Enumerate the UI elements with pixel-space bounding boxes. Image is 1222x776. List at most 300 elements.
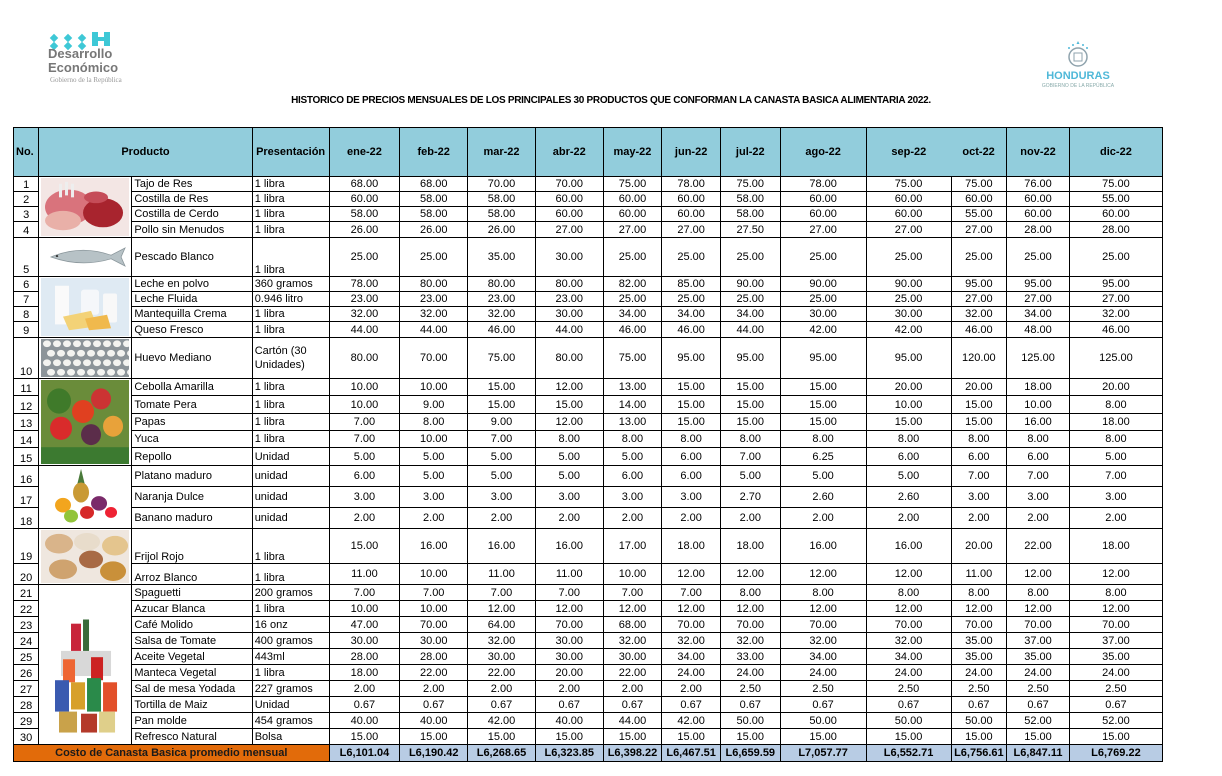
price-cell: 16.00 xyxy=(866,529,951,564)
price-cell: 15.00 xyxy=(780,414,866,431)
price-cell: 64.00 xyxy=(468,617,536,633)
price-cell: 2.00 xyxy=(1069,508,1162,529)
row-number: 14 xyxy=(14,431,39,448)
logo-name-line2: Económico xyxy=(48,60,119,75)
presentation: Unidad xyxy=(252,697,329,713)
price-cell: 70.00 xyxy=(720,617,780,633)
row-number: 21 xyxy=(14,585,39,601)
price-cell: 55.00 xyxy=(951,207,1007,222)
price-cell: 60.00 xyxy=(1069,207,1162,222)
price-cell: 8.00 xyxy=(866,431,951,448)
row-number: 27 xyxy=(14,681,39,697)
table-row xyxy=(14,681,1163,697)
logo-subtitle: Gobierno de la República xyxy=(50,76,122,84)
price-cell: 0.67 xyxy=(603,697,662,713)
honduras-logo xyxy=(1018,40,1138,92)
price-cell: 3.00 xyxy=(603,487,662,508)
price-cell: 15.00 xyxy=(720,379,780,396)
table-row xyxy=(14,177,1163,192)
price-cell: 60.00 xyxy=(866,207,951,222)
price-cell: 0.67 xyxy=(468,697,536,713)
price-cell: 3.00 xyxy=(329,487,400,508)
price-cell: 42.00 xyxy=(780,322,866,338)
price-cell: 46.00 xyxy=(468,322,536,338)
price-cell: 7.00 xyxy=(951,466,1007,487)
price-cell: 60.00 xyxy=(662,192,721,207)
table-row xyxy=(14,414,1163,431)
price-cell: 8.00 xyxy=(951,585,1007,601)
price-cell: 58.00 xyxy=(720,207,780,222)
price-cell: 30.00 xyxy=(603,649,662,665)
price-cell: 7.00 xyxy=(720,448,780,466)
col-header-presentation: Presentación xyxy=(252,128,329,177)
fruits-icon xyxy=(39,466,132,529)
price-cell: 82.00 xyxy=(603,277,662,292)
price-cell: 27.00 xyxy=(1007,292,1070,307)
price-cell: 0.67 xyxy=(951,697,1007,713)
col-header-month: abr-22 xyxy=(535,128,603,177)
price-cell: 32.00 xyxy=(720,633,780,649)
row-number: 13 xyxy=(14,414,39,431)
price-cell: 60.00 xyxy=(535,207,603,222)
col-header-month: nov-22 xyxy=(1007,128,1070,177)
price-cell: 27.50 xyxy=(720,222,780,238)
price-cell: 12.00 xyxy=(1007,601,1070,617)
presentation: 1 libra xyxy=(252,665,329,681)
price-cell: 12.00 xyxy=(780,601,866,617)
price-cell: 5.00 xyxy=(468,466,536,487)
price-cell: 70.00 xyxy=(1007,617,1070,633)
price-cell: 75.00 xyxy=(720,177,780,192)
price-cell: 8.00 xyxy=(662,431,721,448)
price-cell: 28.00 xyxy=(1007,222,1070,238)
price-cell: 44.00 xyxy=(400,322,468,338)
price-cell: 55.00 xyxy=(1069,192,1162,207)
price-cell: 15.00 xyxy=(720,396,780,414)
price-cell: 25.00 xyxy=(400,238,468,277)
price-cell: 10.00 xyxy=(400,601,468,617)
price-cell: 20.00 xyxy=(951,379,1007,396)
price-cell: 25.00 xyxy=(720,238,780,277)
row-number: 24 xyxy=(14,633,39,649)
price-cell: 3.00 xyxy=(535,487,603,508)
price-cell: 70.00 xyxy=(535,177,603,192)
price-cell: 50.00 xyxy=(780,713,866,729)
presentation: Unidad xyxy=(252,448,329,466)
price-cell: 58.00 xyxy=(468,192,536,207)
price-cell: 15.00 xyxy=(866,729,951,745)
price-cell: 76.00 xyxy=(1007,177,1070,192)
price-cell: 2.00 xyxy=(780,508,866,529)
price-cell: 2.00 xyxy=(662,508,721,529)
product-name: Mantequilla Crema xyxy=(132,307,252,322)
price-cell: 60.00 xyxy=(535,192,603,207)
price-cell: 12.00 xyxy=(866,601,951,617)
presentation: unidad xyxy=(252,466,329,487)
price-cell: 125.00 xyxy=(1069,338,1162,379)
price-cell: 12.00 xyxy=(780,564,866,585)
row-number: 22 xyxy=(14,601,39,617)
price-cell: 44.00 xyxy=(535,322,603,338)
price-cell: 32.00 xyxy=(603,633,662,649)
price-cell: 60.00 xyxy=(603,192,662,207)
price-cell: 30.00 xyxy=(535,307,603,322)
price-cell: 6.25 xyxy=(780,448,866,466)
price-cell: 30.00 xyxy=(535,238,603,277)
price-cell: 8.00 xyxy=(866,585,951,601)
product-name: Manteca Vegetal xyxy=(132,665,252,681)
price-cell: 6.00 xyxy=(662,448,721,466)
price-cell: 2.00 xyxy=(468,681,536,697)
price-cell: 70.00 xyxy=(780,617,866,633)
price-cell: 35.00 xyxy=(1069,649,1162,665)
price-cell: 6.00 xyxy=(1007,448,1070,466)
monthly-total-cost: L6,190.42 xyxy=(400,745,468,762)
presentation: 1 libra xyxy=(252,431,329,448)
price-cell: 2.50 xyxy=(866,681,951,697)
price-cell: 15.00 xyxy=(720,729,780,745)
price-cell: 25.00 xyxy=(1069,238,1162,277)
price-cell: 15.00 xyxy=(1069,729,1162,745)
price-cell: 22.00 xyxy=(1007,529,1070,564)
price-cell: 22.00 xyxy=(468,665,536,681)
price-cell: 12.00 xyxy=(720,601,780,617)
price-cell: 70.00 xyxy=(1069,617,1162,633)
presentation: 1 libra xyxy=(252,192,329,207)
price-cell: 32.00 xyxy=(780,633,866,649)
price-cell: 85.00 xyxy=(662,277,721,292)
price-cell: 8.00 xyxy=(951,431,1007,448)
price-cell: 30.00 xyxy=(780,307,866,322)
price-cell: 8.00 xyxy=(780,431,866,448)
row-number: 28 xyxy=(14,697,39,713)
price-cell: 18.00 xyxy=(329,665,400,681)
table-row xyxy=(14,207,1163,222)
price-cell: 12.00 xyxy=(535,379,603,396)
table-row xyxy=(14,222,1163,238)
product-name: Frijol Rojo xyxy=(132,529,252,564)
vegetables-icon xyxy=(39,379,132,466)
price-cell: 23.00 xyxy=(535,292,603,307)
price-table xyxy=(13,127,1163,762)
price-cell: 2.50 xyxy=(1007,681,1070,697)
price-cell: 9.00 xyxy=(400,396,468,414)
price-cell: 2.50 xyxy=(951,681,1007,697)
col-header-month: ago-22 xyxy=(780,128,866,177)
price-cell: 16.00 xyxy=(400,529,468,564)
col-header-month: jun-22 xyxy=(662,128,721,177)
col-header-month: sep-22 xyxy=(866,128,951,177)
row-number: 20 xyxy=(14,564,39,585)
price-cell: 58.00 xyxy=(329,207,400,222)
price-cell: 68.00 xyxy=(603,617,662,633)
desarrollo-economico-logo xyxy=(48,32,218,84)
col-header-no: No. xyxy=(14,128,39,177)
price-cell: 22.00 xyxy=(603,665,662,681)
price-cell: 44.00 xyxy=(329,322,400,338)
price-cell: 95.00 xyxy=(1069,277,1162,292)
price-cell: 48.00 xyxy=(1007,322,1070,338)
price-cell: 28.00 xyxy=(1069,222,1162,238)
monthly-total-cost: L7,057.77 xyxy=(780,745,866,762)
price-cell: 12.00 xyxy=(535,414,603,431)
product-name: Aceite Vegetal xyxy=(132,649,252,665)
price-cell: 15.00 xyxy=(1007,729,1070,745)
presentation: 227 gramos xyxy=(252,681,329,697)
price-cell: 50.00 xyxy=(951,713,1007,729)
price-cell: 32.00 xyxy=(468,307,536,322)
price-cell: 15.00 xyxy=(329,729,400,745)
price-cell: 7.00 xyxy=(329,414,400,431)
row-number: 1 xyxy=(14,177,39,192)
table-row xyxy=(14,649,1163,665)
price-cell: 34.00 xyxy=(662,307,721,322)
price-cell: 42.00 xyxy=(662,713,721,729)
price-cell: 75.00 xyxy=(951,177,1007,192)
dairy-icon xyxy=(39,277,132,338)
price-cell: 75.00 xyxy=(603,338,662,379)
price-cell: 42.00 xyxy=(468,713,536,729)
table-row xyxy=(14,307,1163,322)
price-cell: 8.00 xyxy=(400,414,468,431)
price-cell: 6.00 xyxy=(866,448,951,466)
price-cell: 24.00 xyxy=(1007,665,1070,681)
price-cell: 27.00 xyxy=(1069,292,1162,307)
price-cell: 15.00 xyxy=(603,729,662,745)
price-cell: 34.00 xyxy=(1007,307,1070,322)
table-row xyxy=(14,431,1163,448)
table-row xyxy=(14,508,1163,529)
price-cell: 58.00 xyxy=(400,192,468,207)
product-name: Pollo sin Menudos xyxy=(132,222,252,238)
col-header-month: ene-22 xyxy=(329,128,400,177)
price-cell: 10.00 xyxy=(400,431,468,448)
product-name: Yuca xyxy=(132,431,252,448)
price-cell: 60.00 xyxy=(780,207,866,222)
price-cell: 78.00 xyxy=(329,277,400,292)
product-name: Huevo Mediano xyxy=(132,338,252,379)
price-cell: 27.00 xyxy=(535,222,603,238)
price-cell: 15.00 xyxy=(535,729,603,745)
price-cell: 6.00 xyxy=(603,466,662,487)
grains-icon xyxy=(39,529,132,585)
fish-icon xyxy=(39,238,132,277)
row-number: 9 xyxy=(14,322,39,338)
price-cell: 27.00 xyxy=(662,222,721,238)
honduras-wordmark: HONDURAS xyxy=(1046,70,1110,82)
price-cell: 15.00 xyxy=(780,396,866,414)
price-cell: 95.00 xyxy=(951,277,1007,292)
price-cell: 34.00 xyxy=(720,307,780,322)
price-cell: 70.00 xyxy=(535,617,603,633)
price-cell: 33.00 xyxy=(720,649,780,665)
price-cell: 0.67 xyxy=(720,697,780,713)
row-number: 25 xyxy=(14,649,39,665)
price-cell: 8.00 xyxy=(1007,431,1070,448)
product-name: Costilla de Res xyxy=(132,192,252,207)
price-cell: 12.00 xyxy=(1069,564,1162,585)
monthly-total-cost: L6,398.22 xyxy=(603,745,662,762)
price-cell: 7.00 xyxy=(468,431,536,448)
price-cell: 2.70 xyxy=(720,487,780,508)
price-cell: 75.00 xyxy=(1069,177,1162,192)
price-cell: 26.00 xyxy=(329,222,400,238)
price-cell: 34.00 xyxy=(603,307,662,322)
monthly-total-cost: L6,756.61 xyxy=(951,745,1007,762)
table-header-row xyxy=(14,128,1163,177)
row-number: 18 xyxy=(14,508,39,529)
table-row xyxy=(14,665,1163,681)
price-cell: 27.00 xyxy=(866,222,951,238)
price-cell: 15.00 xyxy=(468,396,536,414)
price-cell: 14.00 xyxy=(603,396,662,414)
price-cell: 44.00 xyxy=(603,713,662,729)
price-cell: 15.00 xyxy=(400,729,468,745)
price-cell: 20.00 xyxy=(866,379,951,396)
price-cell: 30.00 xyxy=(329,633,400,649)
price-cell: 95.00 xyxy=(780,338,866,379)
price-cell: 0.67 xyxy=(780,697,866,713)
price-cell: 32.00 xyxy=(951,307,1007,322)
presentation: 200 gramos xyxy=(252,585,329,601)
row-number: 7 xyxy=(14,292,39,307)
col-header-month: oct-22 xyxy=(951,128,1007,177)
price-cell: 2.00 xyxy=(535,508,603,529)
price-cell: 20.00 xyxy=(535,665,603,681)
price-cell: 37.00 xyxy=(1007,633,1070,649)
price-cell: 2.50 xyxy=(1069,681,1162,697)
product-name: Platano maduro xyxy=(132,466,252,487)
price-cell: 7.00 xyxy=(329,585,400,601)
product-name: Papas xyxy=(132,414,252,431)
presentation: 1 libra xyxy=(252,564,329,585)
price-cell: 35.00 xyxy=(468,238,536,277)
row-number: 29 xyxy=(14,713,39,729)
presentation: 1 libra xyxy=(252,322,329,338)
price-cell: 25.00 xyxy=(329,238,400,277)
price-cell: 32.00 xyxy=(468,633,536,649)
price-cell: 42.00 xyxy=(866,322,951,338)
price-cell: 95.00 xyxy=(662,338,721,379)
price-cell: 90.00 xyxy=(720,277,780,292)
price-cell: 5.00 xyxy=(468,448,536,466)
row-number: 26 xyxy=(14,665,39,681)
table-row xyxy=(14,192,1163,207)
row-number: 8 xyxy=(14,307,39,322)
product-name: Spaguetti xyxy=(132,585,252,601)
price-cell: 10.00 xyxy=(1007,396,1070,414)
price-cell: 32.00 xyxy=(1069,307,1162,322)
price-cell: 10.00 xyxy=(329,396,400,414)
product-name: Pan molde xyxy=(132,713,252,729)
presentation: 0.946 litro xyxy=(252,292,329,307)
product-name: Naranja Dulce xyxy=(132,487,252,508)
price-cell: 60.00 xyxy=(329,192,400,207)
price-cell: 7.00 xyxy=(603,585,662,601)
price-cell: 11.00 xyxy=(535,564,603,585)
price-cell: 8.00 xyxy=(1007,585,1070,601)
price-cell: 16.00 xyxy=(535,529,603,564)
price-cell: 15.00 xyxy=(662,379,721,396)
price-cell: 24.00 xyxy=(662,665,721,681)
price-cell: 17.00 xyxy=(603,529,662,564)
product-name: Café Molido xyxy=(132,617,252,633)
presentation: 1 libra xyxy=(252,307,329,322)
price-cell: 46.00 xyxy=(1069,322,1162,338)
price-cell: 15.00 xyxy=(662,729,721,745)
price-cell: 32.00 xyxy=(662,633,721,649)
presentation: 1 libra xyxy=(252,396,329,414)
price-cell: 2.00 xyxy=(866,508,951,529)
price-cell: 27.00 xyxy=(951,292,1007,307)
total-label: Costo de Canasta Basica promedio mensual xyxy=(14,745,330,762)
price-cell: 2.00 xyxy=(329,681,400,697)
price-cell: 6.00 xyxy=(329,466,400,487)
col-header-month: jul-22 xyxy=(720,128,780,177)
price-cell: 60.00 xyxy=(1007,207,1070,222)
presentation: 454 gramos xyxy=(252,713,329,729)
price-cell: 2.00 xyxy=(603,681,662,697)
price-cell: 10.00 xyxy=(329,601,400,617)
price-cell: 24.00 xyxy=(866,665,951,681)
price-cell: 24.00 xyxy=(1069,665,1162,681)
price-cell: 70.00 xyxy=(468,177,536,192)
price-cell: 58.00 xyxy=(720,192,780,207)
price-cell: 2.00 xyxy=(603,508,662,529)
price-cell: 12.00 xyxy=(1007,564,1070,585)
h-logo-icon xyxy=(92,32,110,46)
price-cell: 60.00 xyxy=(780,192,866,207)
price-cell: 70.00 xyxy=(400,617,468,633)
price-cell: 20.00 xyxy=(951,529,1007,564)
product-name: Salsa de Tomate xyxy=(132,633,252,649)
meat-icon xyxy=(39,177,132,238)
row-number: 17 xyxy=(14,487,39,508)
price-cell: 46.00 xyxy=(603,322,662,338)
price-cell: 25.00 xyxy=(780,238,866,277)
price-cell: 5.00 xyxy=(535,466,603,487)
product-name: Costilla de Cerdo xyxy=(132,207,252,222)
price-cell: 15.00 xyxy=(951,396,1007,414)
price-cell: 90.00 xyxy=(866,277,951,292)
row-number: 16 xyxy=(14,466,39,487)
price-cell: 50.00 xyxy=(720,713,780,729)
price-cell: 16.00 xyxy=(780,529,866,564)
price-cell: 8.00 xyxy=(603,431,662,448)
price-cell: 25.00 xyxy=(866,292,951,307)
price-cell: 9.00 xyxy=(468,414,536,431)
price-cell: 16.00 xyxy=(1007,414,1070,431)
price-cell: 24.00 xyxy=(720,665,780,681)
table-row xyxy=(14,617,1163,633)
price-cell: 30.00 xyxy=(535,633,603,649)
price-cell: 28.00 xyxy=(400,649,468,665)
presentation: 1 libra xyxy=(252,207,329,222)
product-name: Pescado Blanco xyxy=(132,238,252,277)
price-cell: 13.00 xyxy=(603,414,662,431)
price-cell: 25.00 xyxy=(662,292,721,307)
row-number: 3 xyxy=(14,207,39,222)
price-cell: 5.00 xyxy=(535,448,603,466)
price-cell: 15.00 xyxy=(951,729,1007,745)
price-cell: 2.00 xyxy=(951,508,1007,529)
price-cell: 3.00 xyxy=(400,487,468,508)
price-cell: 12.00 xyxy=(662,601,721,617)
price-cell: 30.00 xyxy=(535,649,603,665)
price-cell: 8.00 xyxy=(720,431,780,448)
price-cell: 15.00 xyxy=(662,414,721,431)
price-cell: 60.00 xyxy=(951,192,1007,207)
